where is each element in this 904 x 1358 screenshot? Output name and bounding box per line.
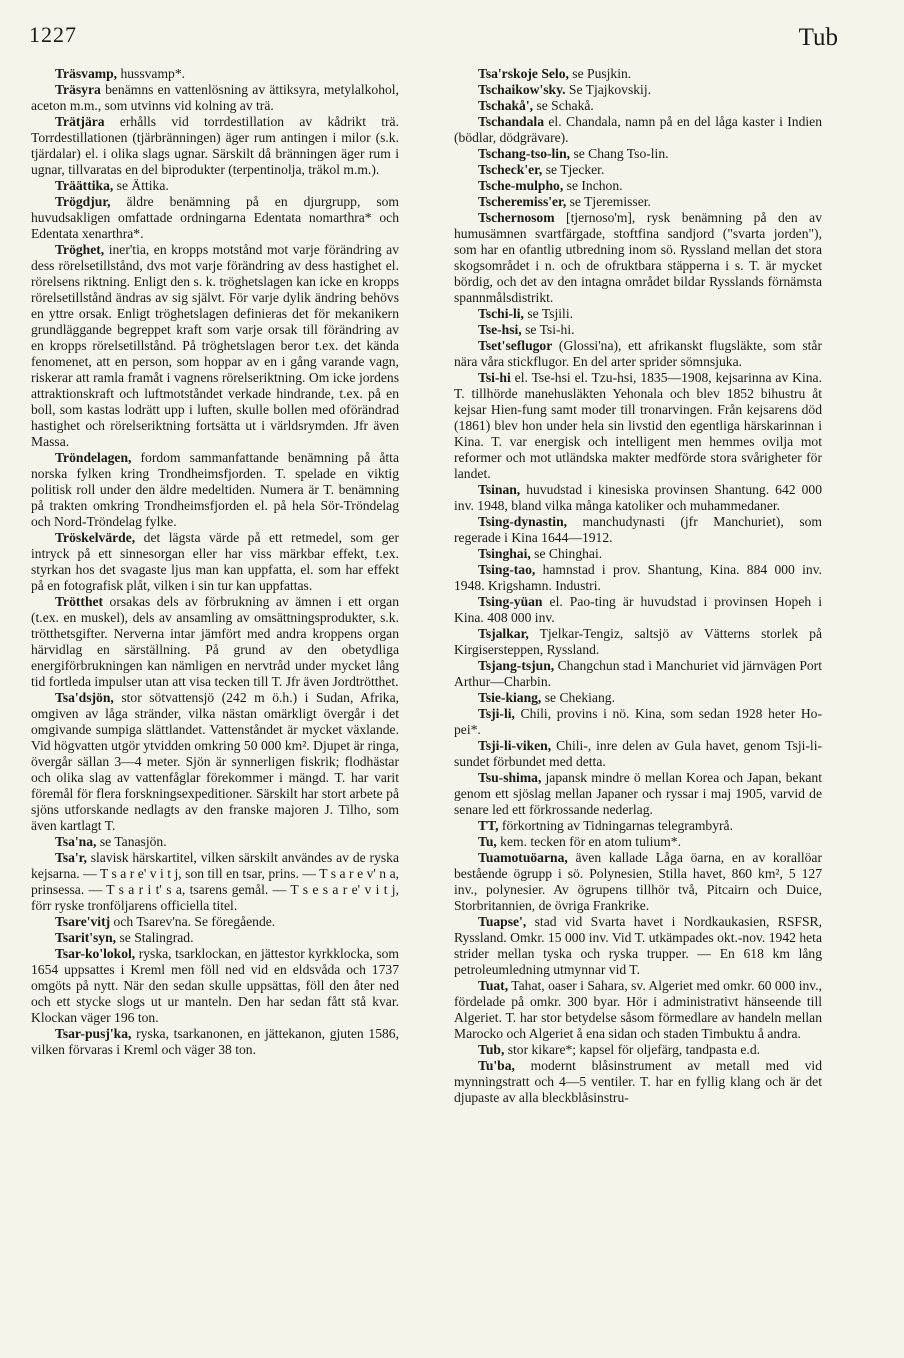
- dictionary-entry: [31, 194, 399, 242]
- dictionary-entry: [454, 562, 822, 594]
- entry-headword: Tscheck'er,: [478, 162, 543, 177]
- entry-text: japansk mindre ö mellan Korea och Japan, bekant genom ett sjöslag mellan Japaner och ryssar i maj 1905, varvid de senare led ett förkrossande nederlag.: [454, 770, 822, 817]
- dictionary-entry: [31, 850, 399, 914]
- entry-text: se Stalingrad.: [116, 930, 194, 945]
- entry-headword: Tsche-mulpho,: [478, 178, 564, 193]
- entry-text: ryska, tsarklockan, en jättestor kyrkklocka, som 1654 uppsattes i Kreml men föll ned vid en eldsvåda och 1737 omgöts på nytt. När den sedan skulle uppsättas, föll den åter ned och ett stycke slogs ut ur manteln. Den har sedan fått stå kvar. Klockan väger 196 ton.: [31, 946, 399, 1025]
- entry-headword: Tsing-yüan: [478, 594, 543, 609]
- entry-text: se Tjecker.: [542, 162, 605, 177]
- entry-text: modernt blåsinstrument av metall med vid mynningstratt och 4—5 ventiler. T. har en fyllig klang och är det djupaste av alla bleckblåsinstru-: [454, 1058, 822, 1105]
- entry-headword: Tsar-ko'lokol,: [55, 946, 136, 961]
- dictionary-entry: [454, 770, 822, 818]
- entry-text: slavisk härskartitel, vilken särskilt användes av de ryska kejsarna. — T s a r e' v i t j, son till en tsar, prins. — T s a r e v' n a, prinsessa. — T s a r i t' s a, tsarens gemål. — T s e s a r e' v i t j, förr ryske tronföljarens officiella titel.: [31, 850, 399, 913]
- dictionary-entry: [31, 930, 399, 946]
- dictionary-entry: [454, 514, 822, 546]
- dictionary-entry: [454, 978, 822, 1042]
- dictionary-entry: [31, 530, 399, 594]
- entry-headword: Tsinan,: [478, 482, 521, 497]
- entry-headword: Tsinghai,: [478, 546, 531, 561]
- dictionary-entry: [454, 850, 822, 914]
- entry-headword: Tu,: [478, 834, 497, 849]
- entry-text: Chili, provins i nö. Kina, som sedan 1928 heter Ho-pei*.: [454, 706, 822, 737]
- entry-headword: Tsji-li-viken,: [478, 738, 552, 753]
- dictionary-entry: [454, 146, 822, 162]
- entry-text: se Chekiang.: [541, 690, 615, 705]
- entry-text: (Glossi'na), ett afrikanskt flugsläkte, som står nära våra stickflugor. En del arter sprider sömnsjuka.: [454, 338, 822, 369]
- entry-text: se Tjeremisser.: [566, 194, 651, 209]
- entry-text: se Chang Tso-lin.: [570, 146, 669, 161]
- entry-headword: Trögdjur,: [55, 194, 111, 209]
- entry-headword: Tsing-dynastin,: [478, 514, 568, 529]
- entry-text: el. Tse-hsi el. Tzu-hsi, 1835—1908, kejsarinna av Kina. T. tillhörde manehusläkten Yehonala och blev 1852 bihustru åt kejsar Hien-fung samt moder till tronarvingen. Från kejsarens död (1861) blev hon under hela sin livstid den egentliga härskarinnan i Kina. T. var energisk och intelligent men hemmes ovilja mot reformer och mot utländska makter medförde stora svårigheter för landet.: [454, 370, 822, 481]
- dictionary-entry: [454, 370, 822, 482]
- entry-text: ryska, tsarkanonen, en jättekanon, gjuten 1586, vilken förvaras i Kreml och väger 38 ton.: [31, 1026, 399, 1057]
- dictionary-entry: [454, 706, 822, 738]
- dictionary-entry: [31, 834, 399, 850]
- entry-headword: Tscheremiss'er,: [478, 194, 567, 209]
- entry-text: förkortning av Tidningarnas telegrambyrå.: [498, 818, 733, 833]
- dictionary-entry: [454, 338, 822, 370]
- entry-text: orsakas dels av förbrukning av ämnen i ett organ (t.ex. en muskel), dels av ansamling av omsättningsprodukter, s.k. trötthetsgifter. Nerverna intar jämfört med andra kroppens organ härvidlag en särställning. På grund av den obetydliga energiförbrukningen kan nämligen en nervtråd under mycket lång tid fortleda impulser utan att visa tecken till T. Jfr även Jordtrötthet.: [31, 594, 399, 689]
- entry-headword: Tsare'vitj: [55, 914, 111, 929]
- entry-headword: Tröghet,: [55, 242, 105, 257]
- entry-text: se Chinghai.: [530, 546, 603, 561]
- entry-text: Se Tjajkovskij.: [565, 82, 651, 97]
- entry-text: benämns en vattenlösning av ättiksyra, metylalkohol, aceton m.m., som utvinns vid kolning av trä.: [31, 82, 399, 113]
- entry-text: Tahat, oaser i Sahara, sv. Algeriet med omkr. 60 000 inv., fördelade på omkr. 300 byar. Hör i administrativt hänseende till Algeriet. T. har stor betydelse såsom förmedlare av handeln mellan Marocko och Algeriet å ena sidan och staden Timbuktu å andra.: [454, 978, 822, 1041]
- dictionary-entry: [454, 1058, 822, 1106]
- entry-headword: Tröndelagen,: [55, 450, 132, 465]
- dictionary-entry: [454, 210, 822, 306]
- entry-text: [tjernoso'm], rysk benämning på den av humusämnen svartfärgade, stoftfina sandjord ("svarta jorden"), som har en ofantlig utbredning inom sö. Ryssland mellan det stora skogsområdet i n. och de ofruktbara stäpperna i s. T. är mycket bördig, och det av den intagna området bildar Rysslands förnämsta spannmålsdistrikt.: [454, 210, 822, 305]
- right-column: [454, 66, 822, 1106]
- entry-headword: Tsi-hi: [478, 370, 511, 385]
- dictionary-entry: [31, 914, 399, 930]
- entry-text: iner'tia, en kropps motstånd mot varje förändring av dess rörelsetillstånd, dvs mot varje förändring av dess hastighet el. rörelsens riktning. Enligt den s. k. tröghetslagen kan icke en kropps rörelsetillstånd ändras av sig självt. För varje dylik ändring behövs en yttre orsak. Enligt tröghetslagen definieras det för mekanikern grundläggande begreppet kraft som varje orsak till förändring av en kropps rörelsetillstånd. På tröghetslagen beror t.ex. det kända fenomenet, att en person, som hoppar av en i gång varande vagn, riskerar att ramla framåt i vagnens rörelseriktning. Om icke jordens attraktionskraft och luftmotståndet verkade hindrande, t.ex. på en boll, som kastas lodrätt upp i luften, skulle bollen med oförändrad hastighet och rörelseriktning fortsätta ut i världsrymden. Jfr även Massa.: [31, 242, 399, 449]
- entry-text: och Tsarev'na. Se föregående.: [110, 914, 276, 929]
- entry-headword: Tset'seflugor: [478, 338, 553, 353]
- entry-headword: Tsa'dsjön,: [55, 690, 114, 705]
- entry-text: el. Chandala, namn på en del låga kaster i Indien (bödlar, dödgrävare).: [454, 114, 822, 145]
- dictionary-entry: [454, 98, 822, 114]
- entry-headword: Tsa'rskoje Selo,: [478, 66, 569, 81]
- entry-text: se Inchon.: [563, 178, 623, 193]
- dictionary-entry: [454, 594, 822, 626]
- entry-text: el. Pao-ting är huvudstad i provinsen Hopeh i Kina. 408 000 inv.: [454, 594, 822, 625]
- dictionary-entry: [454, 658, 822, 690]
- dictionary-entry: [454, 1042, 822, 1058]
- entry-headword: Tuamotuöarna,: [478, 850, 568, 865]
- entry-headword: Tschaikow'sky.: [478, 82, 566, 97]
- entry-headword: Tsa'na,: [55, 834, 97, 849]
- entry-headword: Tschernosom: [478, 210, 555, 225]
- dictionary-entry: [454, 162, 822, 178]
- dictionary-entry: [454, 818, 822, 834]
- dictionary-entry: [454, 194, 822, 210]
- entry-text: hamnstad i prov. Shantung, Kina. 884 000 inv. 1948. Krigshamn. Industri.: [454, 562, 822, 593]
- dictionary-entry: [31, 946, 399, 1026]
- dictionary-entry: [31, 178, 399, 194]
- entry-headword: Tu'ba,: [478, 1058, 515, 1073]
- entry-text: se Pusjkin.: [568, 66, 632, 81]
- entry-text: fordom sammanfattande benämning på åtta norska fylken kring Trondheimsfjorden. T. spelade en viktig politisk roll under den äldre medeltiden. Numera är T. benämning på trakten omkring Trondheimsfjorden el. på hela Sör-Tröndelag och Nord-Tröndelag fylke.: [31, 450, 399, 529]
- entry-text: det lägsta värde på ett retmedel, som ger intryck på ett sinnesorgan eller har viss märkbar effekt, t.ex. styrkan hos det svagaste ljus man kan uppfatta, el. som har effekt på en fotografisk plåt, vilken i sin tur kan uppfattas.: [31, 530, 399, 593]
- entry-headword: Träsyra: [55, 82, 101, 97]
- dictionary-entry: [31, 82, 399, 114]
- entry-text: Chili-, inre delen av Gula havet, genom Tsji-li-sundet förbundet med detta.: [454, 738, 822, 769]
- entry-headword: Tschandala: [478, 114, 544, 129]
- entry-text: även kallade Låga öarna, en av korallöar bestående ögrupp i sö. Polynesien, Stilla havet, 860 km², 5 127 inv., polynesier. Av ögrupens tillhör två, Pitcairn och Duice, Storbritannien, de övriga Frankrike.: [454, 850, 822, 913]
- dictionary-entry: [454, 546, 822, 562]
- entry-headword: Tuapse',: [478, 914, 527, 929]
- entry-headword: Tsji-li,: [478, 706, 515, 721]
- entry-text: se Tsjili.: [523, 306, 573, 321]
- dictionary-entry: [31, 66, 399, 82]
- entry-headword: Trötthet: [55, 594, 104, 609]
- entry-headword: Tsarit'syn,: [55, 930, 117, 945]
- entry-text: se Tsi-hi.: [521, 322, 575, 337]
- dictionary-entry: [31, 242, 399, 450]
- entry-headword: Tsjalkar,: [478, 626, 529, 641]
- entry-text: manchudynasti (jfr Manchuriet), som regerade i Kina 1644—1912.: [454, 514, 822, 545]
- dictionary-entry: [454, 626, 822, 658]
- dictionary-entry: [31, 690, 399, 834]
- entry-headword: Tsie-kiang,: [478, 690, 542, 705]
- entry-text: stad vid Svarta havet i Nordkaukasien, RSFSR, Ryssland. Omkr. 15 000 inv. Vid T. utkämpades okt.-nov. 1942 heta strider mellan tyska och ryska trupper. — En 618 km lång petroleumledning utmynnar vid T.: [454, 914, 822, 977]
- entry-headword: Tsar-pusj'ka,: [55, 1026, 132, 1041]
- entry-text: se Ättika.: [113, 178, 169, 193]
- running-head: Tub: [798, 24, 838, 51]
- dictionary-entry: [454, 690, 822, 706]
- entry-headword: TT,: [478, 818, 499, 833]
- entry-text: hussvamp*.: [117, 66, 186, 81]
- entry-text: huvudstad i kinesiska provinsen Shantung. 642 000 inv. 1948, bland vilka många katoliker och muhammedaner.: [454, 482, 822, 513]
- entry-text: kem. tecken för en atom tulium*.: [496, 834, 682, 849]
- entry-text: stor sötvattensjö (242 m ö.h.) i Sudan, Afrika, omgiven av låga stränder, vilka nästan omärkligt övergår i det omgivande sumpiga slättlandet. Vattenståndet är mycket växlande. Vid högvatten utgör ytvidden omkring 50 000 km². Djupet är ringa, övergår sällan 3—4 meter. Sjön är synnerligen fiskrik; flodhästar och olika slag av vattenfåglar förekommer i mängd. T. har varit föremål för flera forskningsexpeditioner. Särskilt har stort arbete på sjöns utforskande nedlagts av den franske majoren J. Tilho, som även kartlagt T.: [31, 690, 399, 833]
- dictionary-entry: [454, 738, 822, 770]
- dictionary-entry: [454, 482, 822, 514]
- entry-headword: Tuat,: [478, 978, 509, 993]
- dictionary-entry: [454, 322, 822, 338]
- dictionary-entry: [454, 914, 822, 978]
- entry-text: Tjelkar-Tengiz, saltsjö av Vätterns storlek på Kirgisersteppen, Ryssland.: [454, 626, 822, 657]
- entry-headword: Tsa'r,: [55, 850, 87, 865]
- dictionary-entry: [31, 450, 399, 530]
- entry-headword: Tse-hsi,: [478, 322, 522, 337]
- entry-headword: Tschakå',: [478, 98, 534, 113]
- dictionary-entry: [31, 594, 399, 690]
- dictionary-entry: [454, 66, 822, 82]
- dictionary-entry: [454, 82, 822, 98]
- entry-text: Changchun stad i Manchuriet vid järnvägen Port Arthur—Charbin.: [454, 658, 822, 689]
- entry-headword: Träsvamp,: [55, 66, 118, 81]
- entry-headword: Träättika,: [55, 178, 114, 193]
- dictionary-entry: [31, 114, 399, 178]
- left-column: [31, 66, 399, 1058]
- entry-text: erhålls vid torrdestillation av kådrikt trä. Torrdestillationen (tjärbränningen) äger rum antingen i milor (s.k. tjärdalar) el. i olika slags ugnar. Särskilt då bränningen äger rum i ugnar, tillvaratas en del biprodukter (terpentinolja, träkol m.m.).: [31, 114, 399, 177]
- dictionary-entry: [454, 114, 822, 146]
- entry-headword: Tub,: [478, 1042, 505, 1057]
- entry-headword: Tschi-li,: [478, 306, 524, 321]
- dictionary-entry: [31, 1026, 399, 1058]
- entry-headword: Tsing-tao,: [478, 562, 536, 577]
- entry-headword: Trätjära: [55, 114, 105, 129]
- entry-headword: Tsu-shima,: [478, 770, 542, 785]
- entry-headword: Tschang-tso-lin,: [478, 146, 571, 161]
- dictionary-entry: [454, 178, 822, 194]
- entry-text: äldre benämning på en djurgrupp, som huvudsakligen omfattade ordningarna Edentata nomarthra* och Edentata xenarthra*.: [31, 194, 399, 241]
- dictionary-entry: [454, 834, 822, 850]
- entry-text: se Tanasjön.: [96, 834, 167, 849]
- dictionary-entry: [454, 306, 822, 322]
- entry-text: se Schakå.: [533, 98, 594, 113]
- page-number: 1227: [29, 22, 77, 47]
- entry-headword: Tsjang-tsjun,: [478, 658, 555, 673]
- entry-headword: Tröskelvärde,: [55, 530, 136, 545]
- entry-text: stor kikare*; kapsel för oljefärg, tandpasta e.d.: [504, 1042, 761, 1057]
